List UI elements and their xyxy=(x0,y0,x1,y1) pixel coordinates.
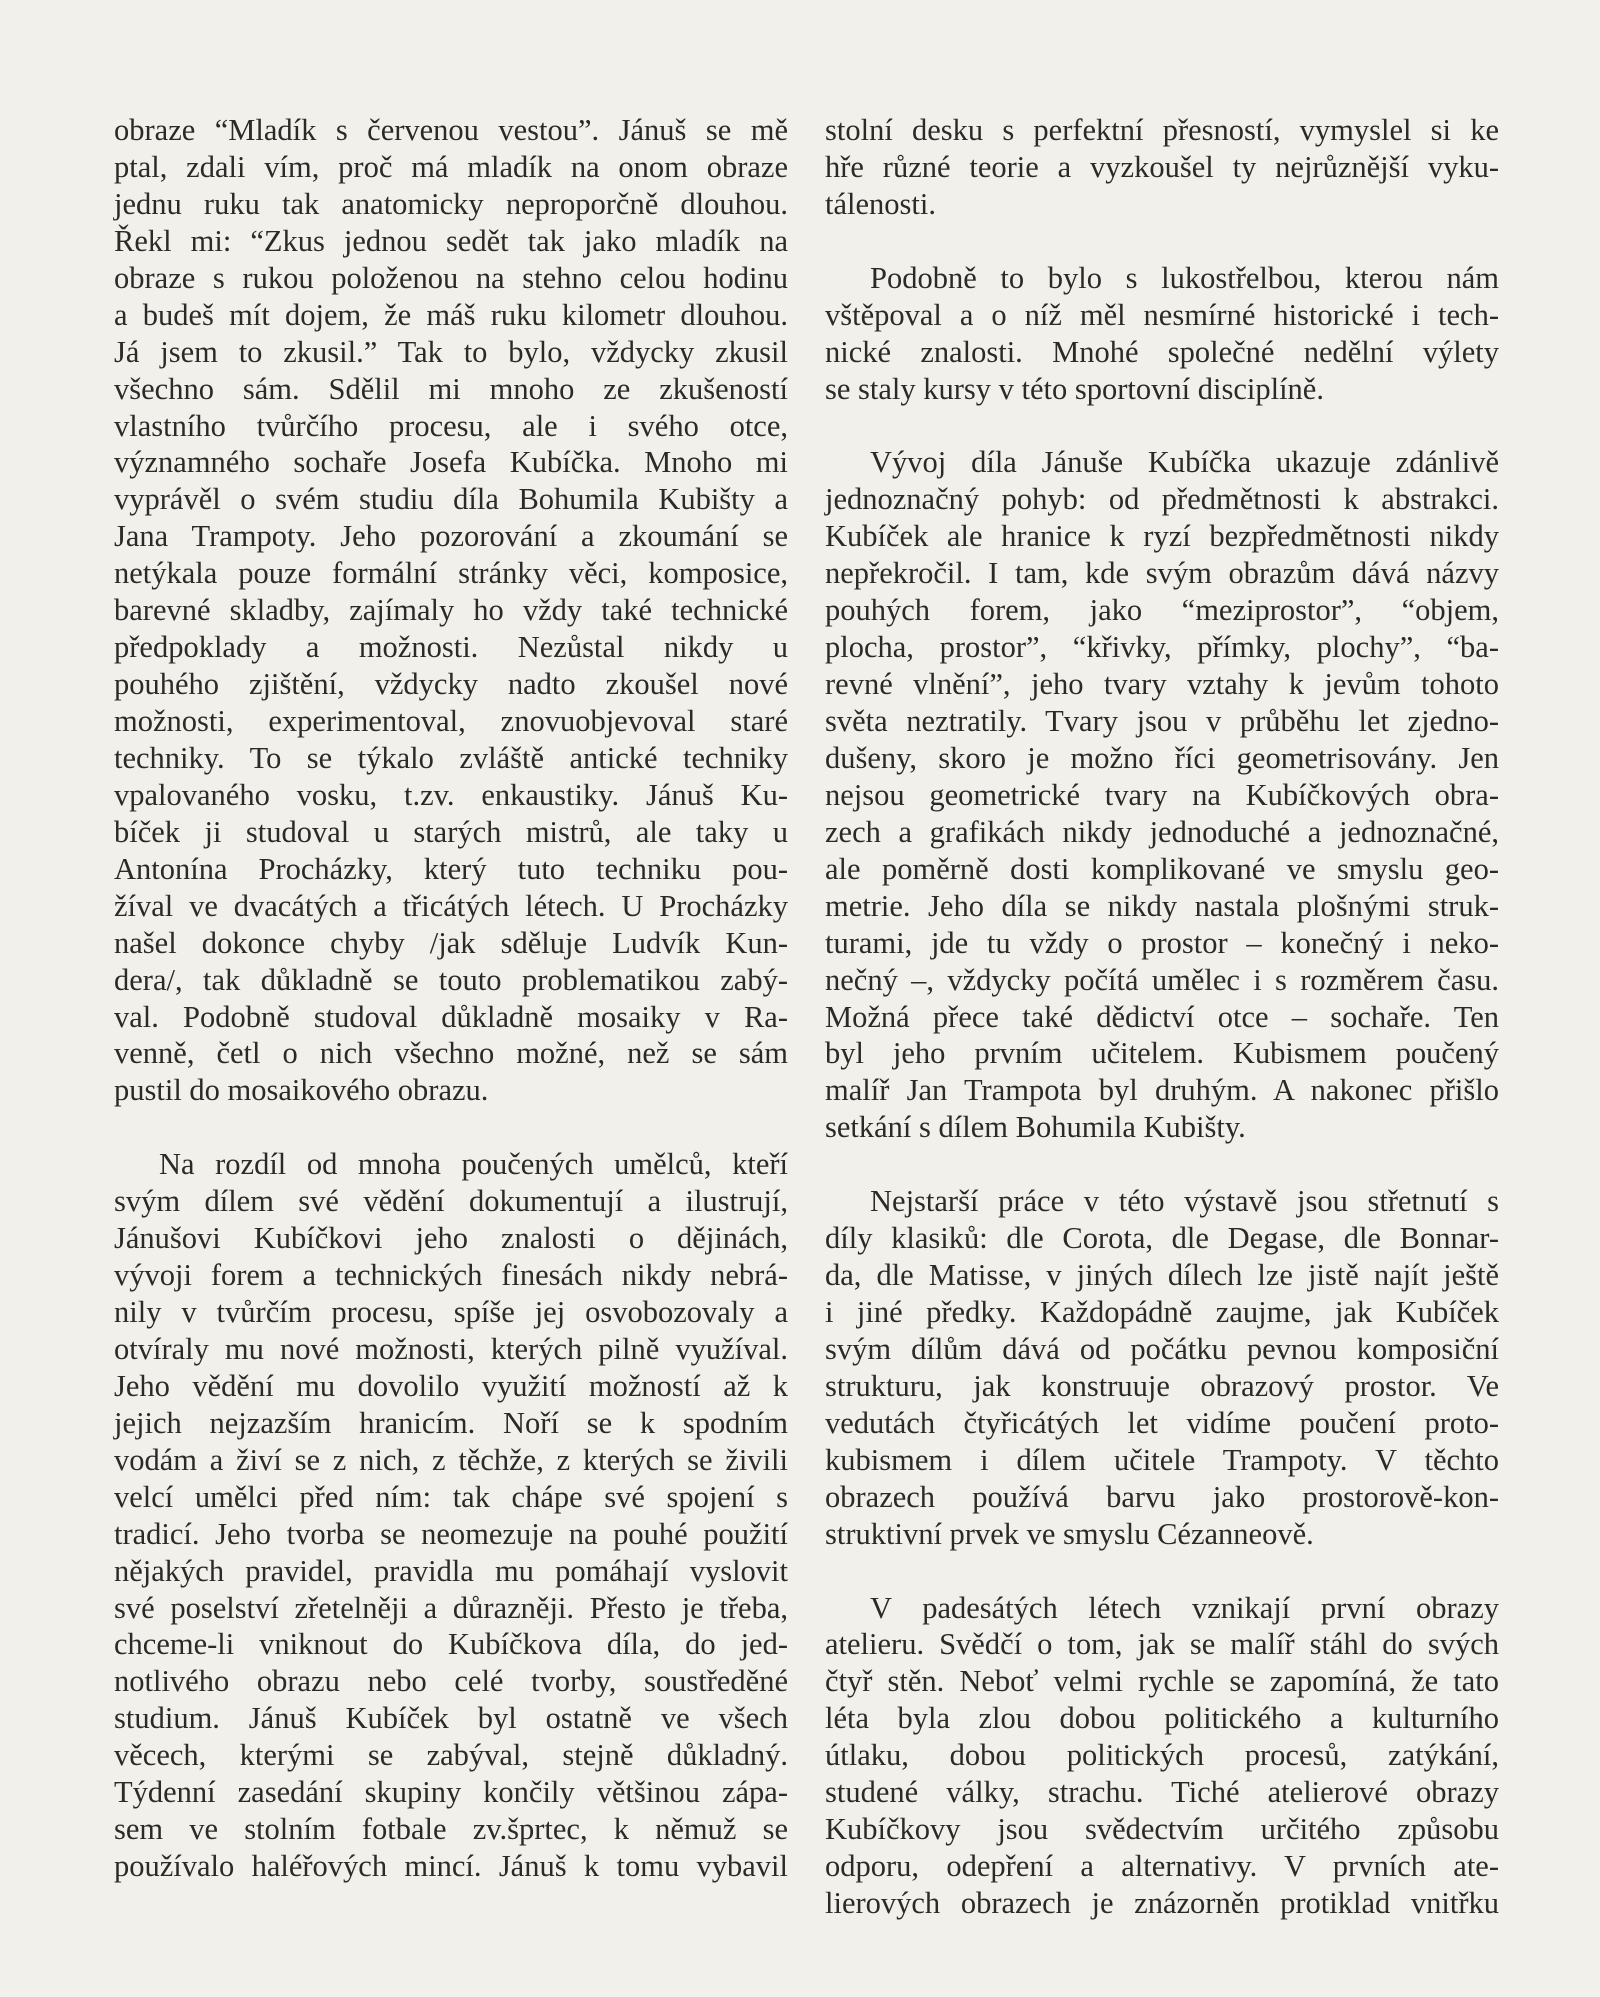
text-line: jednoznačný pohyb: od předmětnosti k abstrakci. xyxy=(825,482,1499,517)
text-line: nepřekročil. I tam, kde svým obrazům dává názvy xyxy=(825,556,1499,591)
text-line: Antonína Procházky, který tuto techniku pou- xyxy=(114,851,788,886)
paragraph-spacing xyxy=(825,408,1499,445)
text-line: pustil do mosaikového obrazu. xyxy=(114,1073,489,1108)
text-line: bíček ji studoval u starých mistrů, ale taky u xyxy=(114,814,788,849)
text-line: otvíraly mu nové možnosti, kterých pilně využíval. xyxy=(114,1331,788,1366)
text-line: zech a grafikách nikdy jednoduché a jednoznačné, xyxy=(825,814,1499,849)
text-line: nily v tvůrčím procesu, spíše jej osvobozovaly a xyxy=(114,1295,788,1329)
text-line: notlivého obrazu nebo celé tvorby, soustředěné xyxy=(114,1664,788,1699)
text-line: ale poměrně dosti komplikované ve smyslu geo- xyxy=(825,851,1499,886)
text-line: všechno sám. Sdělil mi mnoho ze zkušeností xyxy=(114,371,788,406)
text-line: techniky. To se týkalo zvláště antické techniky xyxy=(114,740,788,775)
paragraph xyxy=(825,444,1499,1146)
text-line: věcech, kterými se zabýval, stejně důkladný. xyxy=(114,1738,788,1773)
text-line: byl jeho prvním učitelem. Kubismem poučený xyxy=(825,1036,1499,1071)
paragraph xyxy=(114,112,788,1109)
text-line: metrie. Jeho díla se nikdy nastala plošnými struk- xyxy=(825,888,1499,923)
text-line: revné vlnění”, jeho tvary vztahy k jevům tohoto xyxy=(825,667,1499,702)
text-line: studené války, strachu. Tiché atelierové obrazy xyxy=(825,1775,1499,1810)
text-line: díly klasiků: dle Corota, dle Degase, dle Bonnar- xyxy=(825,1221,1499,1256)
text-line: vpalovaného vosku, t.zv. enkaustiky. Jánuš Ku- xyxy=(114,777,788,812)
text-line: se staly kursy v této sportovní disciplíně. xyxy=(825,371,1324,406)
text-line: jejich nejzazším hranicím. Noří se k spodním xyxy=(114,1405,788,1440)
paragraph-spacing xyxy=(825,1553,1499,1590)
text-line: netýkala pouze formální stránky věci, komposice, xyxy=(114,556,788,591)
text-line: nečný –, vždycky počítá umělec i s rozměrem času. xyxy=(825,962,1499,997)
text-line: plocha, prostor”, “křivky, přímky, plochy”, “ba- xyxy=(825,630,1499,665)
text-line: obrazech používá barvu jako prostorově-kon- xyxy=(825,1479,1499,1514)
text-line: strukturu, jak konstruuje obrazový prostor. Ve xyxy=(825,1368,1499,1403)
text-line: Možná přece také dědictví otce – sochaře. Ten xyxy=(825,999,1499,1034)
text-line: studium. Jánuš Kubíček byl ostatně ve všech xyxy=(114,1701,788,1736)
text-line: venně, četl o nich všechno možné, než se sám xyxy=(114,1036,788,1071)
text-line: světa neztratily. Tvary jsou v průběhu let zjedno- xyxy=(825,704,1499,738)
text-line: pouhého zjištění, vždycky nadto zkoušel nové xyxy=(114,667,788,702)
text-line: setkání s dílem Bohumila Kubišty. xyxy=(825,1110,1246,1145)
text-line: ptal, zdali vím, proč má mladík na onom obraze xyxy=(114,149,788,184)
text-line: malíř Jan Trampota byl druhým. A nakonec přišlo xyxy=(825,1073,1499,1108)
text-line: Jana Trampoty. Jeho pozorování a zkoumání se xyxy=(114,519,788,554)
text-line: dušeny, skoro je možno říci geometrisovány. Jen xyxy=(825,740,1499,775)
text-line: svým dílem své vědění dokumentují a ilustrují, xyxy=(114,1184,788,1219)
text-line: Kubíčkovy jsou svědectvím určitého způsobu xyxy=(825,1812,1499,1847)
text-line: dera/, tak důkladně se touto problematikou zabý- xyxy=(114,962,788,997)
text-line: lierových obrazech je znázorněn protiklad vnitřku xyxy=(825,1886,1499,1920)
text-line: Na rozdíl od mnoha poučených umělců, kteří xyxy=(159,1147,788,1182)
text-line: vodám a živí se z nich, z těchže, z kterých se živili xyxy=(114,1442,788,1477)
text-line: stolní desku s perfektní přesností, vymyslel si ke xyxy=(825,113,1499,147)
text-line: našel dokonce chyby /jak sděluje Ludvík Kun- xyxy=(114,925,788,960)
text-line: V padesátých létech vznikají první obrazy xyxy=(870,1590,1499,1625)
text-line: Já jsem to zkusil.” Tak to bylo, vždycky zkusil xyxy=(114,334,788,369)
text-line: nějakých pravidel, pravidla mu pomáhají vyslovit xyxy=(114,1553,788,1588)
text-line: sem ve stolním fotbale zv.šprtec, k němuž se xyxy=(114,1812,788,1847)
paragraph-spacing xyxy=(825,1146,1499,1183)
text-column-left xyxy=(114,112,788,1885)
text-line: vedutách čtyřicátých let vidíme poučení proto- xyxy=(825,1405,1499,1440)
text-line: obraze “Mladík s červenou vestou”. Jánuš se mě xyxy=(114,113,788,147)
text-line: Kubíček ale hranice k ryzí bezpředmětnosti nikdy xyxy=(825,519,1499,554)
text-line: a budeš mít dojem, že máš ruku kilometr dlouhou. xyxy=(114,297,788,332)
paragraph-spacing xyxy=(825,223,1499,260)
text-line: kubismem i dílem učitele Trampoty. V těchto xyxy=(825,1442,1499,1477)
paragraph xyxy=(825,1590,1499,1922)
text-line: útlaku, dobou politických procesů, zatýkání, xyxy=(825,1738,1499,1773)
text-line: čtyř stěn. Neboť velmi rychle se zapomíná, že tato xyxy=(825,1664,1499,1699)
text-line: jednu ruku tak anatomicky neproporčně dlouhou. xyxy=(114,186,788,221)
text-line: používalo haléřových mincí. Jánuš k tomu vybavil xyxy=(114,1849,788,1884)
text-line: tradicí. Jeho tvorba se neomezuje na pouhé použití xyxy=(114,1516,788,1551)
text-line: vývoji forem a technických finesách nikdy nebrá- xyxy=(114,1258,788,1293)
text-line: své poselství zřetelněji a důrazněji. Přesto je třeba, xyxy=(114,1590,788,1625)
paragraph-spacing xyxy=(114,1109,788,1146)
text-line: nejsou geometrické tvary na Kubíčkových obra- xyxy=(825,777,1499,812)
text-line: vyprávěl o svém studiu díla Bohumila Kubišty a xyxy=(114,482,788,517)
text-line: vlastního tvůrčího procesu, ale i svého otce, xyxy=(114,408,788,443)
text-line: hře různé teorie a vyzkoušel ty nejrůznější vyku- xyxy=(825,149,1499,184)
text-line: Jeho vědění mu dovolilo využití možností až k xyxy=(114,1368,788,1403)
text-line: pouhých forem, jako “meziprostor”, “objem, xyxy=(825,593,1499,628)
text-line: možnosti, experimentoval, znovuobjevoval staré xyxy=(114,704,788,738)
text-line: velcí umělci před ním: tak chápe své spojení s xyxy=(114,1479,788,1514)
text-line: předpoklady a možnosti. Nezůstal nikdy u xyxy=(114,630,788,665)
text-line: Vývoj díla Jánuše Kubíčka ukazuje zdánlivě xyxy=(870,445,1499,480)
text-line: Týdenní zasedání skupiny končily většinou zápa- xyxy=(114,1775,788,1810)
text-line: významného sochaře Josefa Kubíčka. Mnoho mi xyxy=(114,445,788,480)
text-line: da, dle Matisse, v jiných dílech lze jistě najít ještě xyxy=(825,1258,1499,1293)
text-line: obraze s rukou položenou na stehno celou hodinu xyxy=(114,260,788,295)
text-line: žíval ve dvacátých a třicátých létech. U Procházky xyxy=(114,888,788,923)
text-line: val. Podobně studoval důkladně mosaiky v Ra- xyxy=(114,999,788,1034)
text-line: odporu, odepření a alternativy. V prvních ate- xyxy=(825,1849,1499,1884)
text-line: i jiné předky. Každopádně zaujme, jak Kubíček xyxy=(825,1295,1499,1329)
text-line: Podobně to bylo s lukostřelbou, kterou nám xyxy=(870,260,1499,295)
paragraph xyxy=(825,1183,1499,1552)
text-line: struktivní prvek ve smyslu Cézanneově. xyxy=(825,1516,1314,1551)
text-line: Nejstarší práce v této výstavě jsou střetnutí s xyxy=(870,1184,1499,1219)
paragraph xyxy=(114,1146,788,1885)
text-line: Jánušovi Kubíčkovi jeho znalosti o dějinách, xyxy=(114,1221,788,1256)
text-line: Řekl mi: “Zkus jednou sedět tak jako mladík na xyxy=(114,223,788,258)
text-line: nické znalosti. Mnohé společné nedělní výlety xyxy=(825,334,1499,369)
text-line: tálenosti. xyxy=(825,186,936,221)
text-line: atelieru. Svědčí o tom, jak se malíř stáhl do svých xyxy=(825,1627,1499,1662)
text-line: svým dílům dává od počátku pevnou komposiční xyxy=(825,1331,1499,1366)
paragraph xyxy=(825,112,1499,223)
text-line: vštěpoval a o níž měl nesmírné historické i tech- xyxy=(825,297,1499,332)
paragraph xyxy=(825,260,1499,408)
text-line: barevné skladby, zajímaly ho vždy také technické xyxy=(114,593,788,628)
text-line: chceme-li vniknout do Kubíčkova díla, do jed- xyxy=(114,1627,788,1662)
text-column-right xyxy=(825,112,1499,1922)
text-line: turami, jde tu vždy o prostor – konečný i neko- xyxy=(825,925,1499,960)
text-line: léta byla zlou dobou politického a kulturního xyxy=(825,1701,1499,1736)
